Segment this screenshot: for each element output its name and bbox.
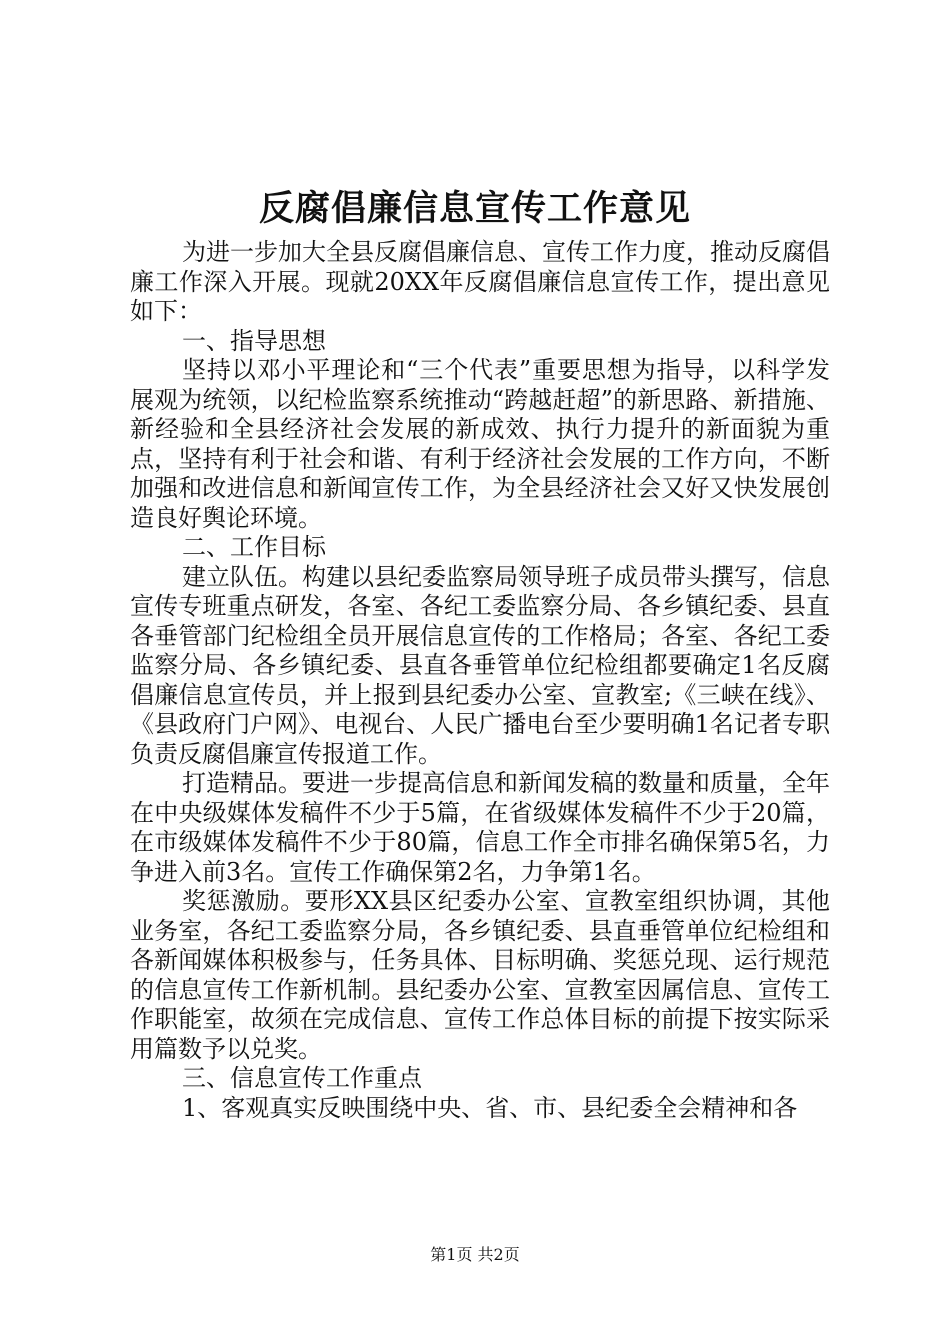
document-title: 反腐倡廉信息宣传工作意见 [258, 188, 691, 229]
document-body [130, 238, 830, 1123]
section-heading-guiding-ideology: 一、指导思想 [182, 326, 326, 355]
quality-works-paragraph: 打造精品。要进一步提高信息和新闻发稿的数量和质量，全年在中央级媒体发稿件不少于5篇，在省级媒体发稿件不少于20篇，在市级媒体发稿件不少于80篇，信息工作全市排名确保第5名，力争进入前3名。宣传工作确保第2名，力争第1名。 [130, 769, 830, 886]
section-heading-work-focus: 三、信息宣传工作重点 [182, 1064, 422, 1092]
intro-paragraph: 为进一步加大全县反腐倡廉信息、宣传工作力度，推动反腐倡廉工作深入开展。现就20XX年反腐倡廉信息宣传工作，提出意见如下： [130, 238, 830, 325]
section-heading-work-goals: 二、工作目标 [182, 533, 326, 561]
incentive-paragraph: 奖惩激励。要形XX县区纪委办公室、宣教室组织协调，其他业务室，各纪工委监察分局，各乡镇纪委、县直垂管单位纪检组和各新闻媒体积极参与，任务具体、目标明确、奖惩兑现、运行规范的信息宣传工作新机制。县纪委办公室、宣教室因属信息、宣传工作职能室，故须在完成信息、宣传工作总体目标的前提下按实际采用篇数予以兑奖。 [130, 887, 830, 1063]
page-footer: 第1页 共2页 [430, 1245, 520, 1264]
team-building-paragraph: 建立队伍。构建以县纪委监察局领导班子成员带头撰写，信息宣传专班重点研发，各室、各纪工委监察分局、各乡镇纪委、县直各垂管部门纪检组全员开展信息宣传的工作格局；各室、各纪工委监察分局、各乡镇纪委、县直各垂管单位纪检组都要确定1名反腐倡廉信息宣传员，并上报到县纪委办公室、宣教室;《三峡在线》、《县政府门户网》、电视台、人民广播电台至少要明确1名记者专职负责反腐倡廉宣传报道工作。 [130, 562, 830, 768]
focus-item-1-paragraph: 1、客观真实反映围绕中央、省、市、县纪委全会精神和各 [182, 1093, 798, 1122]
guiding-ideology-paragraph: 坚持以邓小平理论和“三个代表”重要思想为指导，以科学发展观为统领，以纪检监察系统推动“跨越赶超”的新思路、新措施、新经验和全县经济社会发展的新成效、执行力提升的新面貌为重点，坚持有利于社会和谐、有利于经济社会发展的工作方向，不断加强和改进信息和新闻宣传工作，为全县经济社会又好又快发展创造良好舆论环境。 [130, 356, 830, 532]
